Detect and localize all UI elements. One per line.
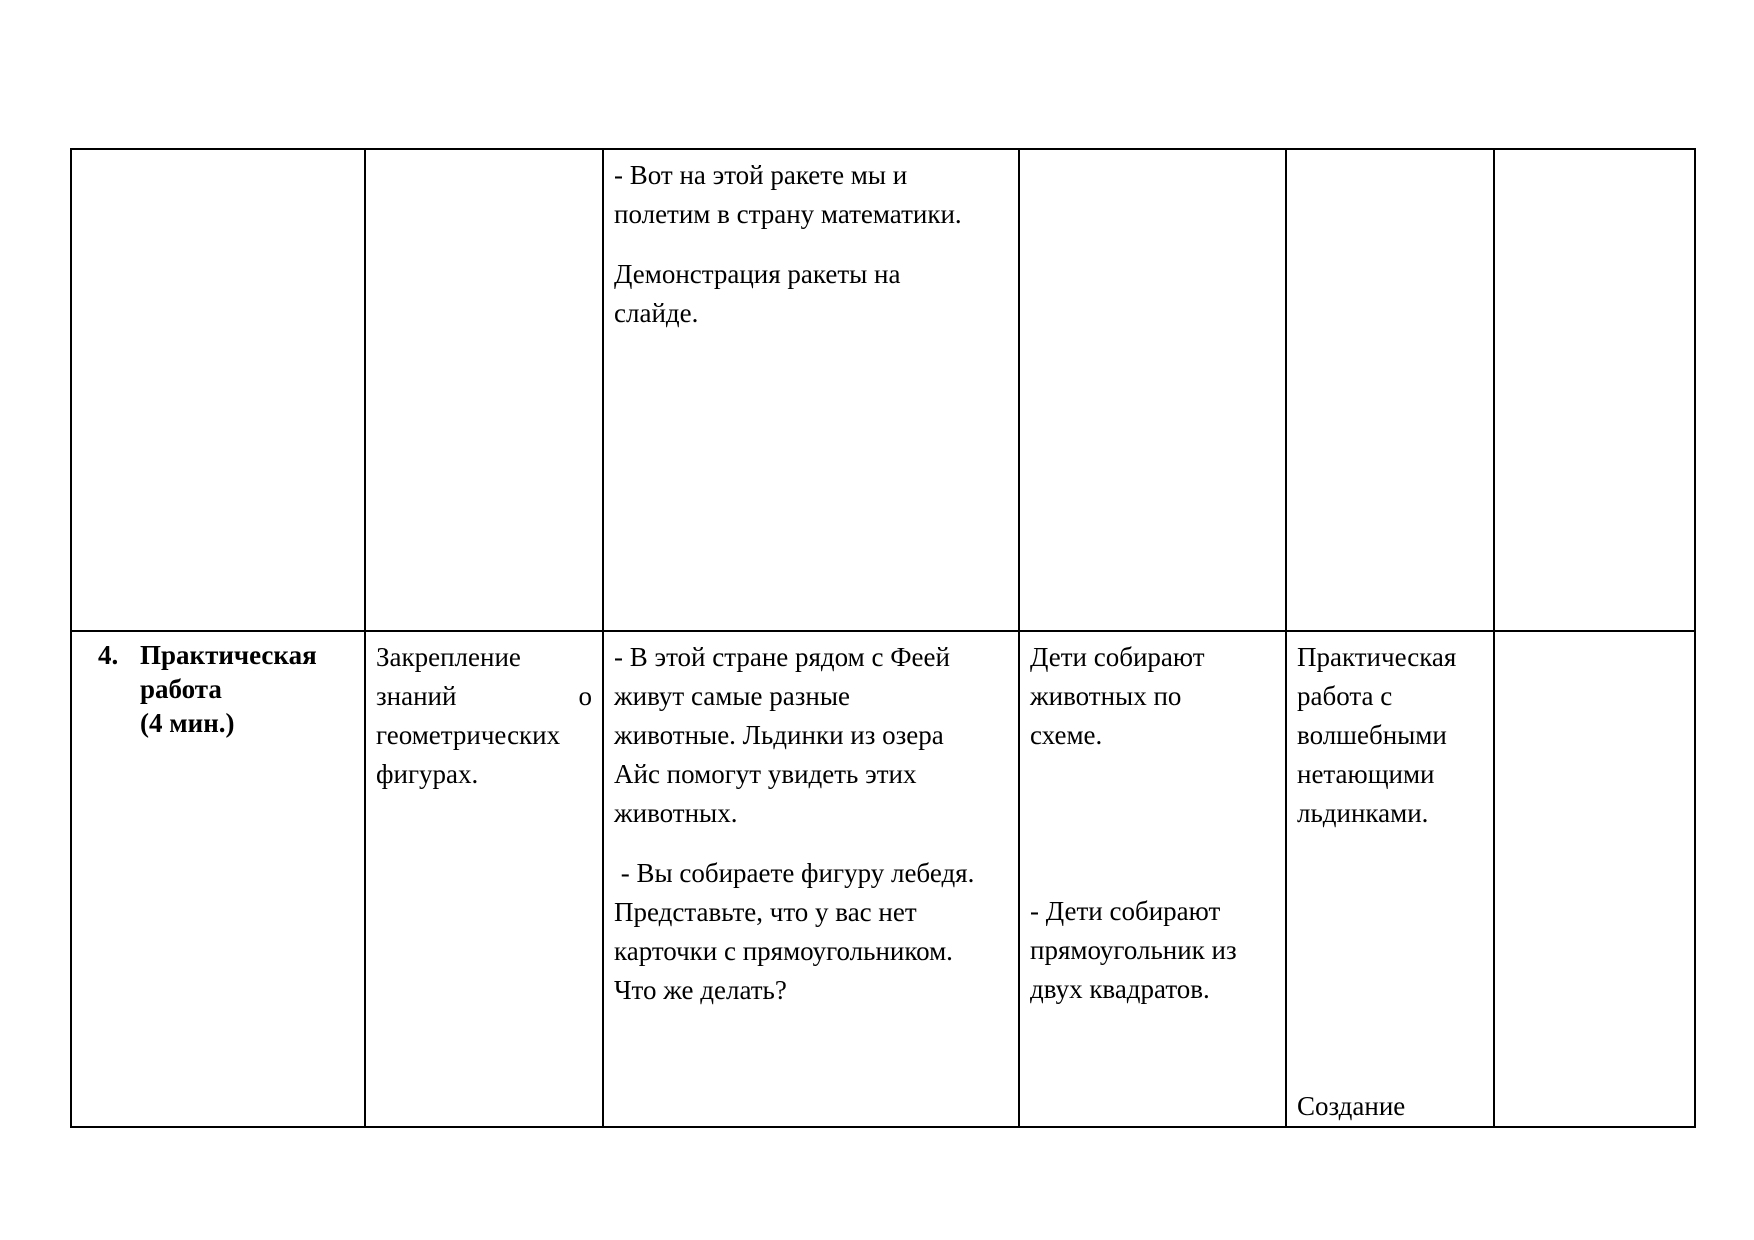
text-line: - Вот на этой ракете мы и xyxy=(614,160,908,190)
text-line: (4 мин.) xyxy=(140,708,235,738)
stage-cell xyxy=(71,149,365,631)
text-line: Практическая xyxy=(1297,642,1457,672)
text-line: Дети собирают xyxy=(1030,642,1205,672)
text-line: Представьте, что у вас нет xyxy=(614,897,917,927)
teacher-activity-cell xyxy=(603,631,1019,1127)
text-line: Демонстрация ракеты на xyxy=(614,259,901,289)
text-line: животные. Льдинки из озера xyxy=(614,720,944,750)
notes-cell xyxy=(1494,149,1695,631)
text-line: фигурах. xyxy=(376,759,479,789)
text-line: работа xyxy=(140,674,222,704)
text-line: животных по xyxy=(1030,681,1182,711)
text-line: Что же делать? xyxy=(614,975,787,1005)
teacher-activity-cell xyxy=(603,149,1019,631)
text-line: схеме. xyxy=(1030,720,1103,750)
text-line: Айс помогут увидеть этих xyxy=(614,759,917,789)
text-line: знаний о xyxy=(376,681,592,711)
text-line: живут самые разные xyxy=(614,681,850,711)
goal-cell xyxy=(365,631,603,1127)
children-activity-cell xyxy=(1019,631,1286,1127)
stage-cell xyxy=(71,631,365,1127)
text-line: геометрических xyxy=(376,720,561,750)
table-row xyxy=(71,149,1695,631)
notes-cell xyxy=(1494,631,1695,1127)
text-line: Практическая xyxy=(140,640,317,670)
lesson-table xyxy=(70,148,1696,1128)
text-line: льдинками. xyxy=(1297,798,1429,828)
text-line: двух квадратов. xyxy=(1030,974,1210,1004)
text-line: работа с xyxy=(1297,681,1393,711)
text-line: животных. xyxy=(614,798,738,828)
table-row xyxy=(71,631,1695,1127)
text-line: волшебными xyxy=(1297,720,1447,750)
text-line: нетающими xyxy=(1297,759,1435,789)
text-line: прямоугольник из xyxy=(1030,935,1237,965)
text-line: полетим в страну математики. xyxy=(614,199,962,229)
result-cell xyxy=(1286,631,1494,1127)
stage-number: 4. xyxy=(98,640,119,670)
text-line: карточки с прямоугольником. xyxy=(614,936,953,966)
text-line: - В этой стране рядом с Феей xyxy=(614,642,950,672)
text-line: слайде. xyxy=(614,298,699,328)
text-line: Создание xyxy=(1297,1091,1406,1121)
text-line: - Дети собирают xyxy=(1030,896,1221,926)
goal-cell xyxy=(365,149,603,631)
text-line: - Вы собираете фигуру лебедя. xyxy=(614,858,975,888)
text-line: Закрепление xyxy=(376,642,521,672)
stage-heading xyxy=(82,638,354,740)
children-activity-cell xyxy=(1019,149,1286,631)
result-cell xyxy=(1286,149,1494,631)
